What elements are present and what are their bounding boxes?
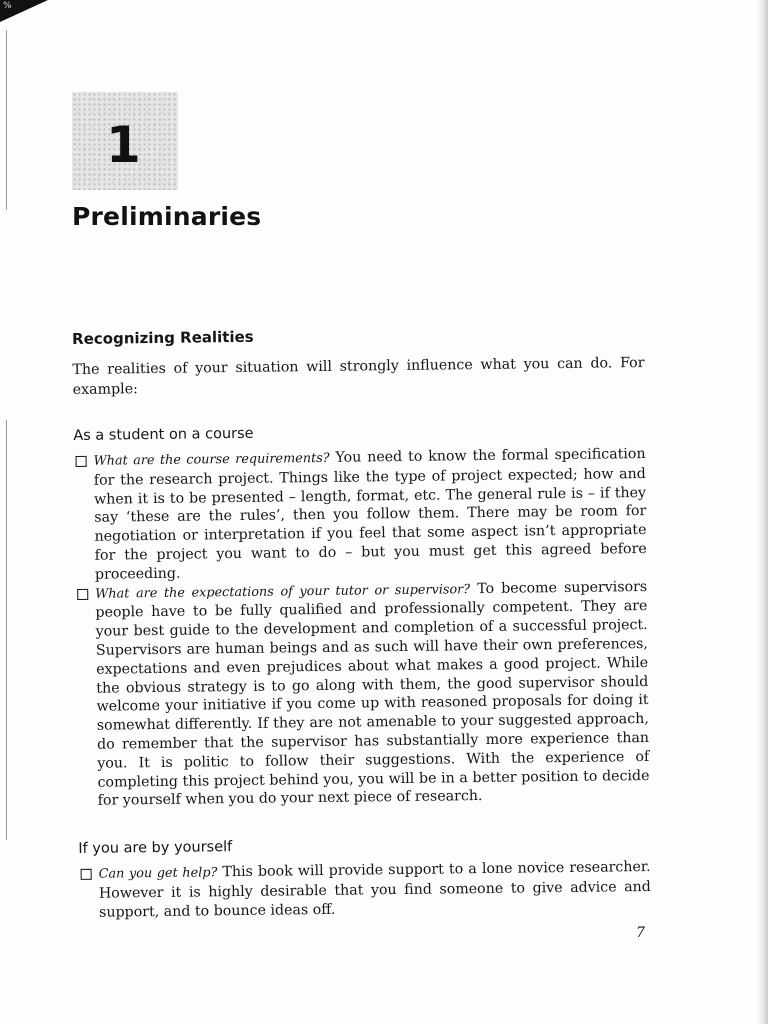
item-text: This book will provide support to a lone novice researcher. However it is highly desirable that you find someone to give advice and support, and to bounce ideas off. [98, 859, 651, 921]
item-question: What are the expectations of your tutor or supervisor? [95, 581, 471, 602]
right-scan-shadow [756, 0, 768, 1024]
section-heading: Recognizing Realities [72, 327, 254, 348]
section-intro: The realities of your situation will strongly influence what you can do. For example: [72, 355, 645, 398]
list-item [73, 445, 647, 585]
checkbox-icon [81, 869, 92, 880]
group-heading: If you are by yourself [78, 839, 233, 858]
group-student [73, 421, 650, 811]
item-question: Can you get help? [98, 865, 218, 882]
item-text: You need to know the formal specification for the research project. Things like the type of project expected; how and when it is to be presented – length, format, etc. The general rule is – if they say ‘these are the rules’, then you follow them. There may be room for negotiation or interpretation if you feel that some aspect isn’t appropriate for the project you want to do – but you must get this agreed before proceeding. [93, 446, 647, 583]
item-text: To become supervisors people have to be fully qualified and professionally competent. They are your best guide to the development and completion of a successful project. Supervisors are human beings and as such will have their own preferences, expectations and even prejudices about what makes a good project. While the obvious strategy is to go along with them, the good supervisor should welcome your initiative if you come up with reasoned proposals for doing it somewhat differently. If they are not amenable to your suggested approach, do remember that the supervisor has substantially more experience than you. It is politic to follow their suggestions. With the experience of completing this project behind you, you will be in a better position to decide for yourself when you do your next piece of research. [95, 578, 650, 810]
group-by-yourself [78, 834, 651, 922]
page-number: 7 [636, 925, 645, 941]
group-heading: As a student on a course [73, 425, 254, 444]
list-item [79, 858, 652, 922]
left-scan-edge-top [6, 30, 7, 210]
list-item [75, 578, 650, 812]
chapter-number: 1 [106, 116, 141, 174]
scan-corner-glyph: % [3, 1, 12, 11]
left-scan-edge-bottom [6, 420, 7, 840]
chapter-title: Preliminaries [72, 202, 262, 231]
page-body [72, 323, 651, 922]
checkbox-icon [76, 456, 87, 467]
item-question: What are the course requirements? [93, 450, 330, 469]
checkbox-icon [77, 588, 88, 599]
